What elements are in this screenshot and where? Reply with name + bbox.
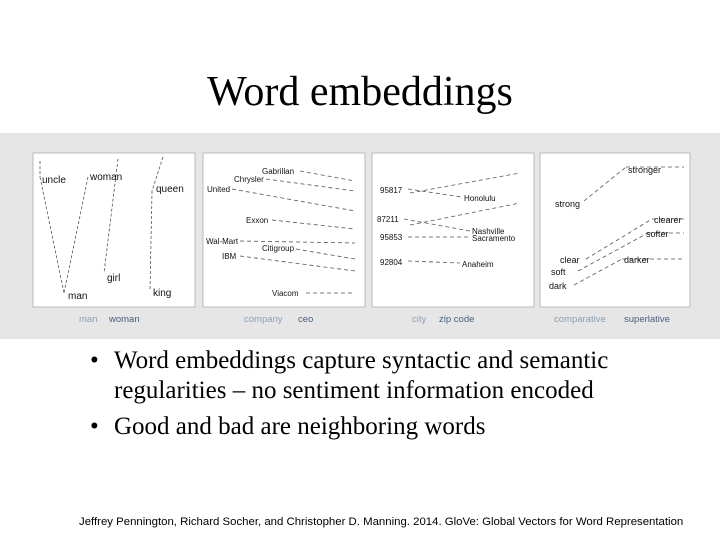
- word-sacramento: Sacramento: [472, 234, 516, 243]
- word-nashville: Nashville: [472, 227, 505, 236]
- axis-from-man: man: [79, 314, 98, 325]
- bullet-item: [90, 346, 710, 406]
- bullet-dot: •: [90, 413, 99, 440]
- word-queen: queen: [156, 184, 184, 195]
- word-honolulu: Honolulu: [464, 194, 496, 203]
- citation: Jeffrey Pennington, Richard Socher, and Christopher D. Manning. 2014. GloVe: Global Vectors for Word Representation: [79, 516, 684, 528]
- word-gabrillan: Gabrillan: [262, 167, 295, 176]
- word-92804: 92804: [380, 258, 403, 267]
- word-chrysler: Chrysler: [234, 175, 264, 184]
- glove-figure: [0, 133, 720, 339]
- word-95853: 95853: [380, 233, 403, 242]
- word-softer: softer: [646, 229, 669, 239]
- bullet-text: Word embeddings capture syntactic and semantic regularities – no sentiment information encoded: [114, 347, 609, 404]
- word-dark: dark: [549, 281, 567, 291]
- axis-to-woman: woman: [109, 314, 140, 325]
- word-strong: strong: [555, 199, 581, 209]
- panel-company-ceo: [203, 153, 365, 307]
- word-ibm: IBM: [222, 252, 237, 261]
- bullet-list: [90, 346, 710, 448]
- word-united: United: [207, 185, 231, 194]
- slide-title: Word embeddings: [207, 69, 513, 115]
- word-soft: soft: [551, 267, 566, 277]
- word-uncle: uncle: [42, 175, 66, 186]
- word-citigroup: Citigroup: [262, 244, 295, 253]
- word-exxon: Exxon: [246, 216, 269, 225]
- axis-from-city: city: [412, 314, 427, 325]
- word-87211: 87211: [377, 215, 399, 224]
- word-stronger: stronger: [628, 165, 662, 175]
- word-king: king: [153, 288, 172, 299]
- bullet-dot: •: [90, 347, 99, 374]
- word-walmart: Wal-Mart: [206, 237, 239, 246]
- word-woman: woman: [90, 172, 123, 183]
- word-clearer: clearer: [654, 215, 682, 225]
- bullet-text: Good and bad are neighboring words: [114, 413, 486, 440]
- word-95817: 95817: [380, 186, 403, 195]
- axis-to-zip: zip code: [439, 314, 475, 325]
- word-viacom: Viacom: [272, 289, 299, 298]
- bullet-item: [90, 412, 710, 442]
- word-anaheim: Anaheim: [462, 260, 494, 269]
- word-girl: girl: [107, 273, 121, 284]
- axis-to-ceo: ceo: [298, 314, 314, 325]
- axis-to-superlative: superlative: [624, 314, 670, 325]
- glove-figure-svg: [0, 133, 720, 339]
- word-darker: darker: [624, 255, 650, 265]
- word-clear: clear: [560, 255, 580, 265]
- panel-city-zip: [372, 153, 534, 307]
- word-man: man: [68, 291, 88, 302]
- axis-from-comparative: comparative: [554, 314, 606, 325]
- axis-from-company: company: [244, 314, 283, 325]
